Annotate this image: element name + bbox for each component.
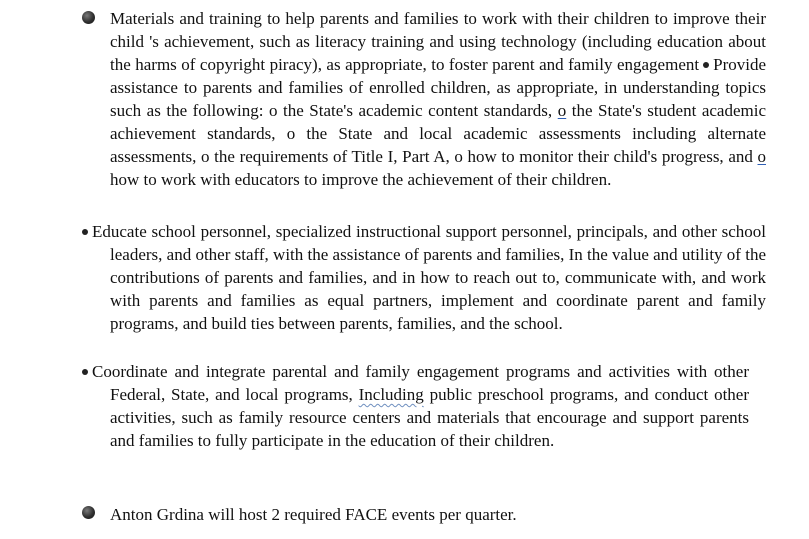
inline-bullet-icon (82, 369, 88, 375)
paragraph-text: Educate school personnel, specialized instructional support personnel, principals, and other school leaders, and other staff, with the assistance of parents and families, In the value and utility of the contributions of parents and families, and in how to reach out to, communicate with, and work with parents and families as equal partners, implement and coordinate parent and family programs, and build ties between parents, families, and the school. (92, 222, 766, 333)
underlined-letter: o (757, 147, 766, 166)
paragraph-text: Coordinate and integrate parental and family engagement programs and activities with other Federal, State, and local programs, (92, 362, 749, 404)
bullet-paragraph-1 (110, 7, 766, 191)
paragraph-text: the State's student academic achievement standards, o the State and local academic assessments including alternate assessments, o the requirements of Title I, Part A, o how to monitor their child's progress, and (110, 101, 767, 166)
paragraph-text: public preschool programs, and conduct other activities, such as family resource centers and materials that encourage and support parents and families to fully participate in the education of their children. (110, 385, 750, 450)
bullet-icon (82, 506, 95, 519)
underlined-letter: o (557, 101, 567, 120)
paragraph-text: Provide assistance to parents and families of enrolled children, as appropriate, in understanding topics such as the following: o the State's academic content standards, (110, 55, 766, 120)
paragraph-text: Materials and training to help parents and families to work with their children to improve their child 's achievement, such as literacy training and using technology (including education about the harms of copyright piracy), as appropriate, to foster parent and family engagement (110, 9, 766, 74)
bullet-paragraph-4 (110, 503, 766, 526)
paragraph-text: how to work with educators to improve the achievement of their children. (110, 170, 612, 189)
inline-bullet-icon (703, 62, 709, 68)
bullet-paragraph-2 (92, 220, 766, 335)
bullet-paragraph-3 (92, 360, 750, 452)
bullet-icon (82, 11, 95, 24)
inline-bullet-icon (82, 229, 88, 235)
underlined-word: Including (358, 385, 424, 404)
paragraph-text: Anton Grdina will host 2 required FACE events per quarter. (110, 505, 517, 524)
